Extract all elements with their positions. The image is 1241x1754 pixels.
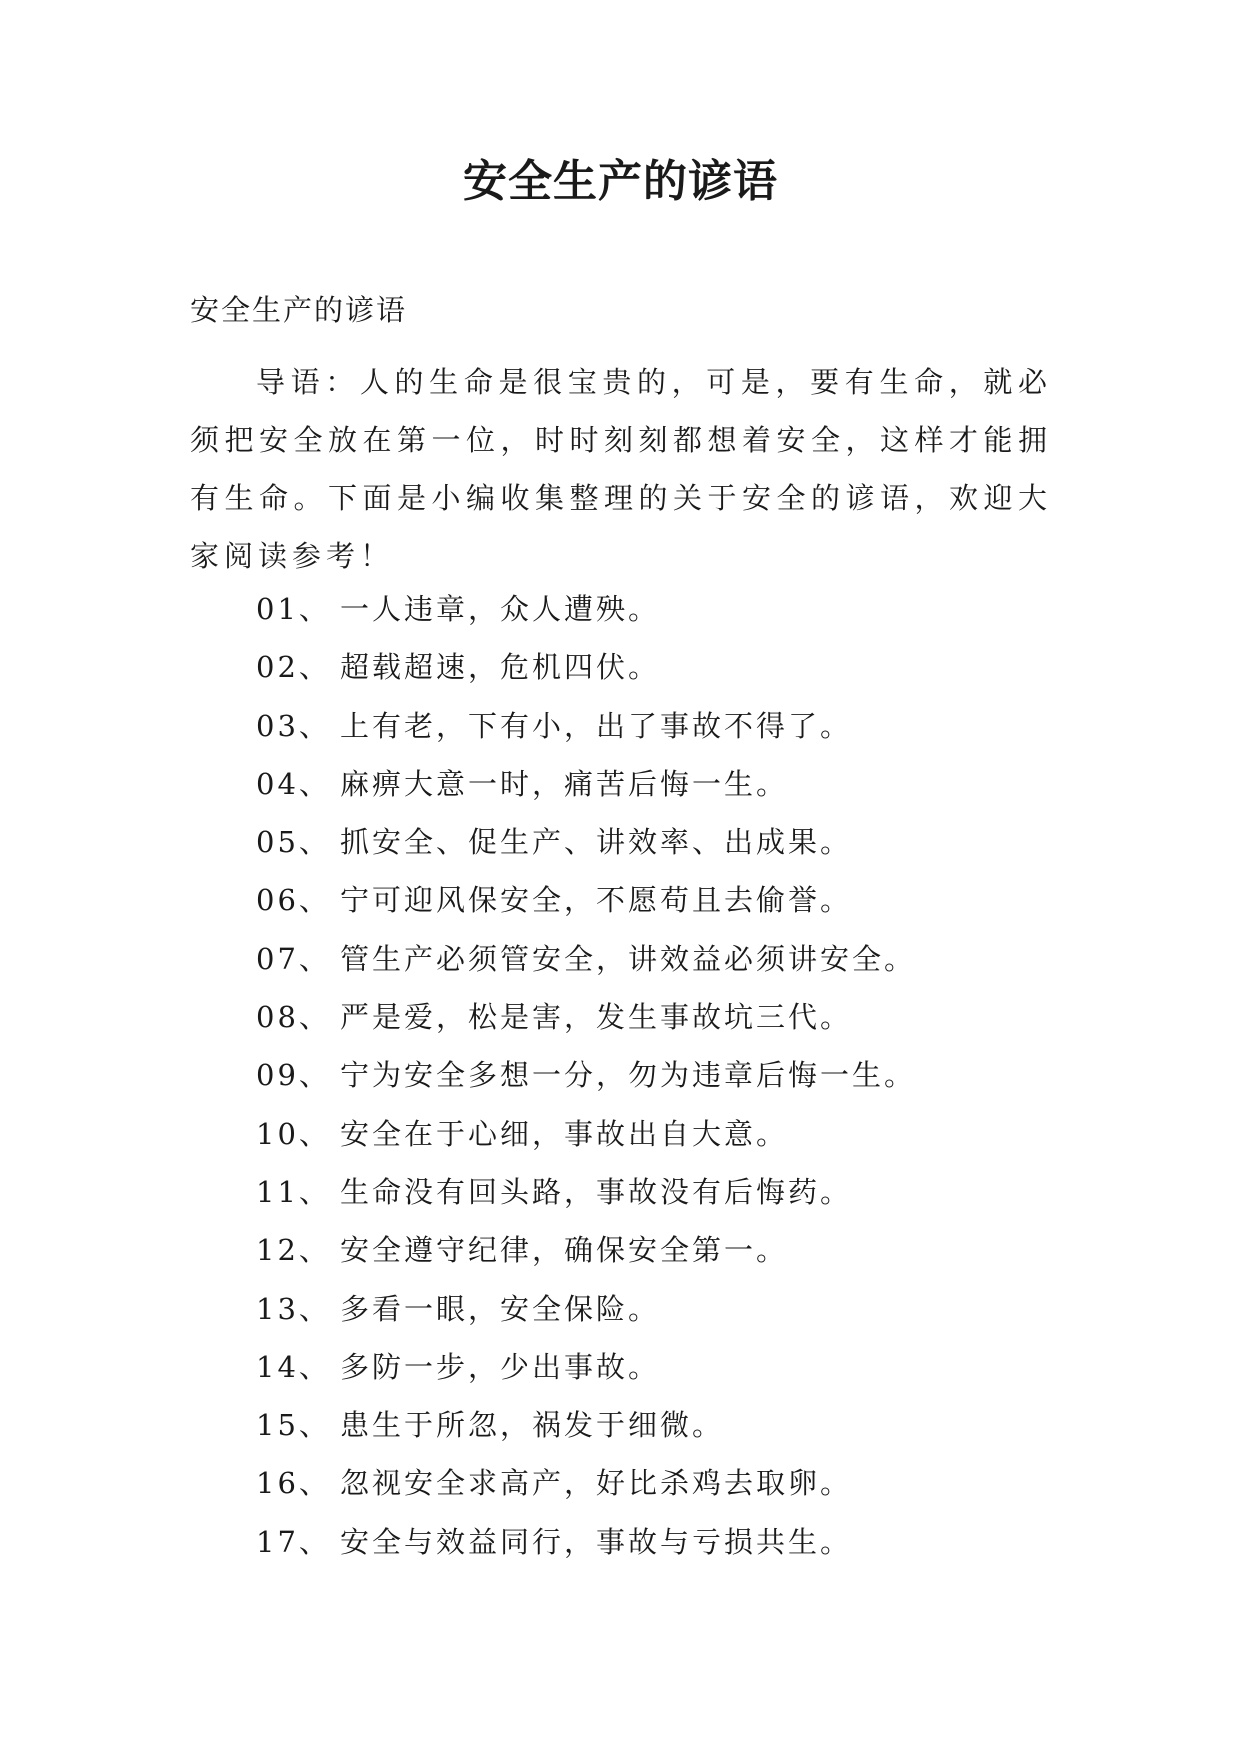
item-number: 07、 [256, 941, 331, 976]
list-item [256, 1163, 916, 1221]
item-number: 03、 [256, 708, 331, 743]
item-number: 12、 [256, 1233, 331, 1268]
item-text: 上有老，下有小，出了事故不得了。 [340, 708, 853, 743]
item-number: 05、 [256, 825, 331, 860]
item-text: 多看一眼，安全保险。 [340, 1291, 661, 1326]
intro-paragraph: 导语：人的生命是很宝贵的，可是，要有生命，就必须把安全放在第一位，时时刻刻都想着安全，这样才能拥有生命。下面是小编收集整理的关于安全的谚语，欢迎大家阅读参考！ [190, 365, 1052, 573]
list-item [256, 638, 916, 696]
list-item [256, 1280, 916, 1338]
list-item [256, 697, 916, 755]
item-text: 抓安全、促生产、讲效率、出成果。 [340, 825, 853, 860]
item-text: 安全在于心细，事故出自大意。 [340, 1116, 789, 1151]
item-number: 14、 [256, 1349, 331, 1384]
item-number: 04、 [256, 766, 331, 801]
item-text: 宁为安全多想一分，勿为违章后悔一生。 [340, 1058, 917, 1093]
item-text: 生命没有回头路，事故没有后悔药。 [340, 1174, 853, 1209]
list-item [256, 1396, 916, 1454]
item-text: 宁可迎风保安全，不愿苟且去偷誉。 [340, 883, 853, 918]
item-text: 严是爱，松是害，发生事故坑三代。 [340, 1000, 853, 1035]
list-item [256, 930, 916, 988]
item-text: 一人违章，众人遭殃。 [340, 592, 661, 626]
item-number: 02、 [256, 650, 331, 685]
item-text: 超载超速，危机四伏。 [340, 650, 661, 685]
list-item [256, 1046, 916, 1104]
item-text: 安全与效益同行，事故与亏损共生。 [340, 1524, 853, 1559]
item-text: 管生产必须管安全，讲效益必须讲安全。 [340, 941, 917, 976]
list-item [256, 813, 916, 871]
item-text: 患生于所忽，祸发于细微。 [340, 1408, 725, 1443]
item-text: 安全遵守纪律，确保安全第一。 [340, 1233, 789, 1268]
list-item [256, 1221, 916, 1279]
item-number: 15、 [256, 1408, 331, 1443]
item-text: 忽视安全求高产，好比杀鸡去取卵。 [340, 1466, 853, 1501]
item-number: 06、 [256, 883, 331, 918]
item-number: 09、 [256, 1058, 331, 1093]
item-number: 13、 [256, 1291, 331, 1326]
item-number: 11、 [256, 1174, 331, 1209]
list-item [256, 988, 916, 1046]
item-text: 多防一步，少出事故。 [340, 1349, 661, 1384]
item-number: 01、 [256, 592, 331, 626]
proverb-list [256, 580, 916, 1571]
list-item [256, 1105, 916, 1163]
item-text: 麻痹大意一时，痛苦后悔一生。 [340, 766, 789, 801]
document-subtitle: 安全生产的谚语 [190, 293, 408, 327]
list-item [256, 871, 916, 929]
document-title: 安全生产的谚语 [463, 156, 778, 207]
item-number: 17、 [256, 1524, 331, 1559]
list-item [256, 1338, 916, 1396]
list-item [256, 755, 916, 813]
list-item [256, 1454, 916, 1512]
item-number: 10、 [256, 1116, 331, 1151]
item-number: 16、 [256, 1466, 331, 1501]
list-item [256, 1513, 916, 1571]
item-number: 08、 [256, 1000, 331, 1035]
list-item [256, 580, 916, 638]
